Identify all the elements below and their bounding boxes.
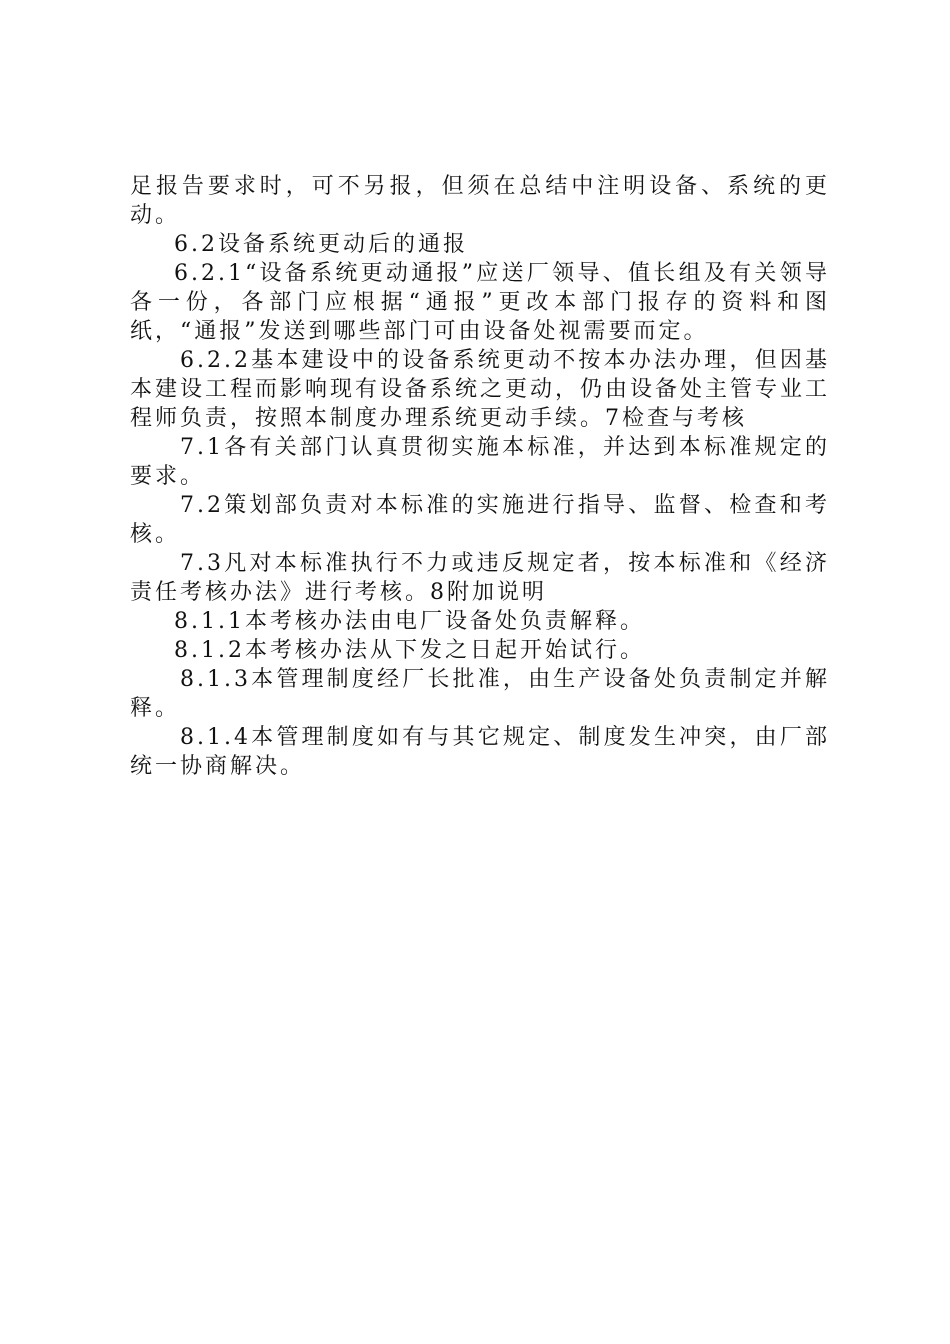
paragraph-8-1-4: 8.1.4本管理制度如有与其它规定、制度发生冲突，由厂部统一协商解决。 (130, 725, 830, 779)
paragraph-7-3: 7.3凡对本标准执行不力或违反规定者，按本标准和《经济责任考核办法》进行考核。8附加说明 (130, 551, 830, 605)
paragraph-6-2-2: 6.2.2基本建设中的设备系统更动不按本办法办理，但因基本建设工程而影响现有设备系统之更动，仍由设备处主管专业工程师负责，按照本制度办理系统更动手续。7检查与考核 (130, 348, 831, 431)
paragraph-8-1-1: 8.1.1本考核办法由电厂设备处负责解释。 (174, 609, 645, 634)
paragraph-8-1-3: 8.1.3本管理制度经厂长批准，由生产设备处负责制定并解释。 (130, 667, 830, 721)
paragraph-continuation: 足报告要求时，可不另报，但须在总结中注明设备、系统的更动。 (130, 174, 830, 228)
paragraph-6-2-heading: 6.2设备系统更动后的通报 (174, 232, 468, 257)
paragraph-6-2-1: 6.2.1“设备系统更动通报”应送厂领导、值长组及有关领导各一份，各部门应根据“通报”更改本部门报存的资料和图纸，“通报”发送到哪些部门可由设备处视需要而定。 (130, 261, 830, 344)
document-body (130, 172, 830, 781)
paragraph-7-1: 7.1各有关部门认真贯彻实施本标准，并达到本标准规定的要求。 (130, 435, 830, 489)
paragraph-8-1-2: 8.1.2本考核办法从下发之日起开始试行。 (174, 638, 645, 663)
paragraph-7-2: 7.2策划部负责对本标准的实施进行指导、监督、检查和考核。 (130, 493, 830, 547)
